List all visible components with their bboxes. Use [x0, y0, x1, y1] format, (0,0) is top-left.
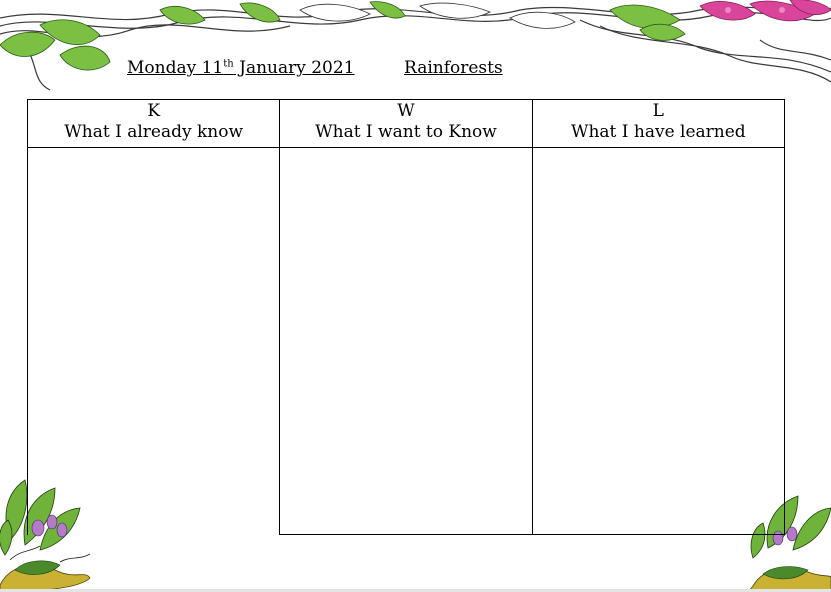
kwl-cell-learned[interactable] [532, 148, 784, 535]
kwl-label-l: What I have learned [570, 122, 746, 142]
worksheet-topic: Rainforests [404, 58, 503, 78]
kwl-header-row [28, 100, 785, 148]
kwl-letter-w: W [397, 101, 415, 121]
kwl-cell-want-to-know[interactable] [280, 148, 532, 535]
kwl-cell-know[interactable] [28, 148, 280, 535]
kwl-table [27, 99, 785, 535]
date-ordinal-suffix: th [223, 58, 234, 70]
kwl-body-row [28, 148, 785, 535]
kwl-label-k: What I already know [64, 122, 244, 142]
date-prefix: Monday 11 [127, 58, 224, 78]
kwl-label-w: What I want to Know [315, 122, 497, 142]
vine-border-illustration [0, 0, 831, 95]
worksheet-date [127, 58, 355, 78]
kwl-column-header-l [532, 100, 784, 148]
kwl-letter-k: K [147, 101, 161, 121]
kwl-column-header-k [28, 100, 280, 148]
kwl-letter-l: L [652, 101, 664, 121]
kwl-column-header-w [280, 100, 532, 148]
date-rest: January 2021 [233, 58, 355, 78]
